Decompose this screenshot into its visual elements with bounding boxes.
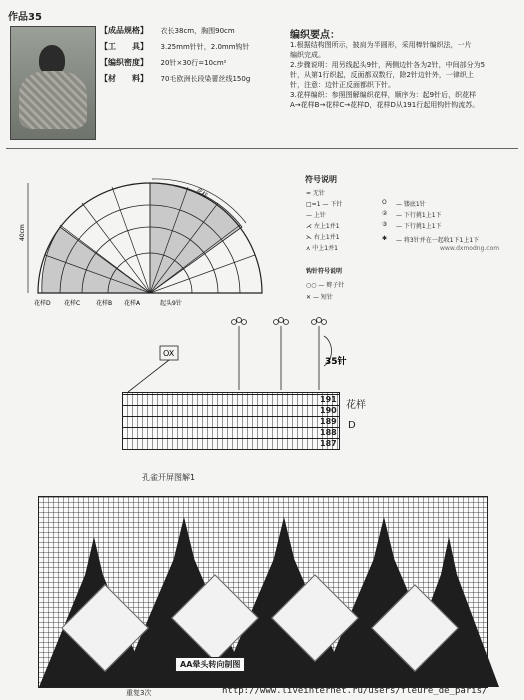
notes-body [290, 40, 516, 110]
legend-item: ⋌ 左上1并1 [306, 223, 340, 230]
stitch-count: 35针 [325, 357, 347, 367]
spec-label: 【编织密度】 [100, 58, 148, 67]
spec-row [100, 42, 250, 52]
legend-heading: 符号说明 [305, 175, 337, 184]
bottom-label: 起头9针 [160, 300, 182, 307]
notes-line: 针，注意：边针正反面都织下针。 [290, 81, 395, 89]
legend-symbol-3: ③ [382, 221, 388, 228]
legend-symbol-2: ② [382, 210, 388, 217]
footer-url: http://www.liveinternet.ru/users/fleure_de_paris/ [222, 686, 488, 696]
shawl-photo [10, 26, 96, 140]
spec-value: 衣长38cm，胸围90cm [160, 27, 235, 35]
legend-symbol-o: O [382, 199, 387, 206]
repeat-label: 重复3次 [126, 689, 152, 697]
legend-symbol-star: ✱ [382, 235, 388, 242]
legend-item: — 上针 [306, 212, 326, 219]
spec-label: 【材 料】 [100, 74, 148, 83]
pattern-label: 花样 [346, 400, 366, 411]
legend-item: ⋏ 中上1并1 [306, 245, 338, 252]
notes-line: 针，从第1行织起，反面都双数行，除2针边针外，一律织上 [290, 71, 474, 79]
spec-row [100, 26, 235, 36]
notes-heading: 编织要点： [290, 30, 340, 41]
legend-item: — 下行挑1上1下 [396, 212, 442, 219]
bottom-label: 花样D [34, 300, 51, 307]
legend-item: = 无针 [306, 190, 325, 197]
notes-line: A→花样B→花样C→花样D，花样D从191行起用钩针钩流苏。 [290, 101, 480, 109]
knitting-chart [38, 496, 488, 688]
shawl-schematic [20, 175, 280, 315]
tassel-motif [120, 312, 360, 394]
legend-item: ⋋ 右上1并1 [306, 234, 340, 241]
row-number: 190 [320, 406, 337, 415]
spec-row [100, 58, 226, 68]
spec-value: 3.25mm针针，2.0mm钩针 [160, 43, 250, 51]
legend [305, 174, 337, 185]
pattern-letter: D [348, 420, 356, 431]
height-label: 40cm [19, 224, 26, 241]
notes-line: 2.步骤说明：用另线起头9针，两侧边针各为2针，中间部分为5 [290, 61, 486, 69]
spec-value: 70毛欧洲长段染蕾丝线150g [160, 75, 251, 83]
legend-item: □=1 — 下针 [306, 201, 343, 208]
top-pattern-label: 花样 [194, 186, 209, 200]
ox-symbol: OX [163, 349, 175, 358]
spec-label: 【成品规格】 [100, 26, 148, 35]
legend-item: — 将3针并在一起收1下1上1下 [396, 237, 480, 244]
spec-value: 20针×30行=10cm² [160, 59, 227, 67]
notes-line: 编织完成。 [290, 51, 325, 59]
peacock-caption: 孔雀开屏图解1 [142, 473, 196, 482]
row-number: 191 [320, 395, 337, 404]
legend-item: — 下行挑1上1下 [396, 223, 442, 230]
pattern-d-chart [122, 392, 340, 450]
section-divider [6, 148, 518, 149]
bottom-label: 花样C [64, 300, 81, 307]
notes-line: 1.根据结构图所示，披肩为半圆形，采用棒针编织法，一片 [290, 41, 472, 49]
spec-label: 【工 具】 [100, 42, 148, 51]
legend-item: — 镂底1针 [396, 201, 426, 208]
cross-icon: ✕ [306, 294, 313, 301]
spec-row [100, 74, 250, 84]
work-title: 作品35 [8, 12, 42, 23]
chart-title: AA晕头转向制图 [175, 657, 245, 672]
row-number: 187 [320, 439, 337, 448]
bottom-label: 花样A [124, 300, 141, 307]
crochet-heading: 钩针符号说明 [306, 268, 343, 275]
crochet-item: ○○ — 辫子针 [306, 282, 345, 289]
row-number: 188 [320, 428, 337, 437]
bottom-label: 花样B [96, 300, 113, 307]
shawl-shape [19, 71, 87, 129]
notes-line: 3.花样编织：参照图解编织花样，顺序为：起9针后，织花样 [290, 91, 477, 99]
watermark: www.dxmodng.com [440, 245, 500, 252]
crochet-item: ✕ — 短针 [306, 294, 333, 301]
chain-icon: ○○ [306, 282, 319, 289]
row-number: 189 [320, 417, 337, 426]
